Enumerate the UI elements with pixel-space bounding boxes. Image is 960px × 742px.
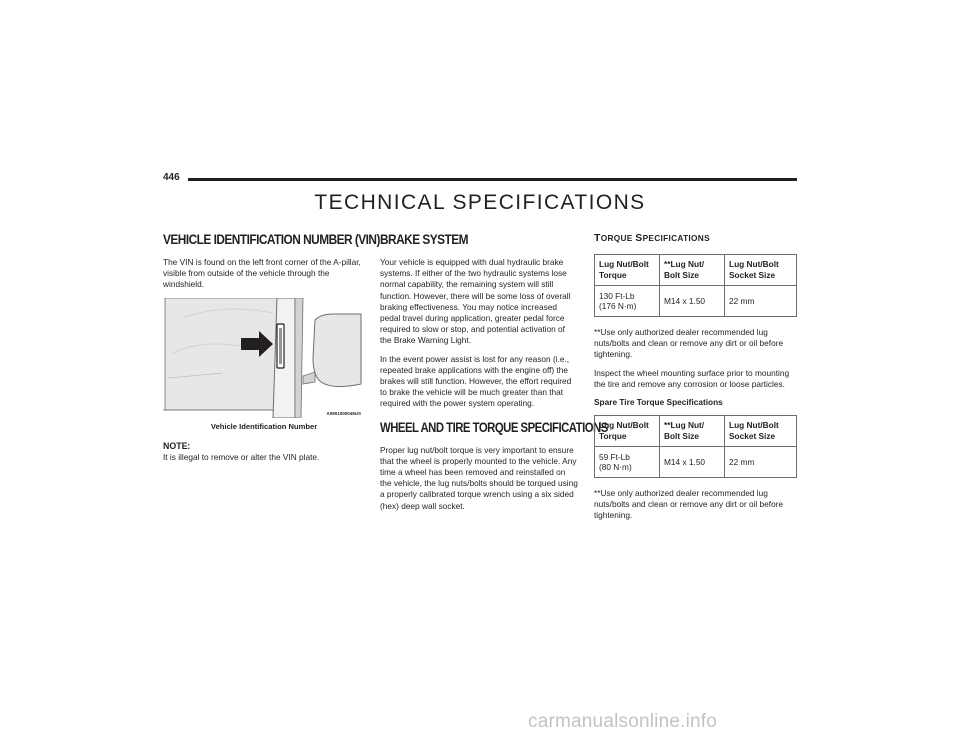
wheel-body: Proper lug nut/bolt torque is very important to ensure that the wheel is properly mounted to the vehicle. Any time a wheel has been removed and reinstalled on the vehicle, the lug nuts/bolts should be torqued using a properly calibrated torque wrench using a six sided (hex) deep wall socket. (380, 444, 578, 511)
watermark: carmanualsonline.info (528, 711, 718, 732)
column-torque (594, 232, 797, 529)
table-cell: M14 x 1.50 (660, 447, 725, 478)
note-label: NOTE: (163, 440, 191, 451)
vin-figure (163, 298, 363, 418)
torque-table (594, 254, 797, 317)
column-brake (380, 232, 608, 519)
inspect-text: Inspect the wheel mounting surface prior to mounting the tire and remove any corrosion or loose particles. (594, 367, 790, 389)
spare-torque-table (594, 415, 797, 478)
torque-heading: TORQUE SPECIFICATIONS (594, 232, 710, 244)
brake-heading: BRAKE SYSTEM (380, 232, 469, 247)
table-header: Lug Nut/Bolt Torque (595, 255, 660, 286)
table-header: **Lug Nut/ Bolt Size (660, 255, 725, 286)
table-header: Lug Nut/Bolt Socket Size (725, 416, 797, 447)
table-cell: M14 x 1.50 (660, 286, 725, 317)
column-vin (163, 232, 380, 470)
brake-para-1: Your vehicle is equipped with dual hydraulic brake systems. If either of the two hydraulic systems lose normal capability, the remaining system will still function. However, there will be some loss of overall braking effectiveness. You may notice increased pedal travel during application, greater pedal force required to slow or stop, and potential activation of the Brake Warning Light. (380, 257, 571, 346)
figure-caption: Vehicle Identification Number (210, 421, 318, 431)
figure-code: A0901000049US (326, 410, 361, 416)
table-cell: 59 Ft-Lb (80 N·m) (595, 447, 660, 478)
torque-footnote: **Use only authorized dealer recommended lug nuts/bolts and clean or remove any dirt or oil before tightening. (594, 327, 784, 360)
table-header: Lug Nut/Bolt Socket Size (725, 255, 797, 286)
table-cell: 22 mm (725, 286, 797, 317)
wheel-heading: WHEEL AND TIRE TORQUE SPECIFICATIONS (380, 419, 608, 435)
page-title: TECHNICAL SPECIFICATIONS (314, 191, 646, 214)
table-header: Lug Nut/Bolt Torque (595, 416, 660, 447)
vin-illustration (163, 298, 363, 418)
brake-para-2: In the event power assist is lost for any reason (i.e., repeated brake applications with the engine off) the brakes will still function. However, the effort required to brake the vehicle will be much greater than that required with the power system operating. (380, 353, 572, 409)
table-cell: 130 Ft-Lb (176 N·m) (595, 286, 660, 317)
vin-heading: VEHICLE IDENTIFICATION NUMBER (VIN) (163, 232, 380, 247)
table-header: **Lug Nut/ Bolt Size (660, 416, 725, 447)
table-cell: 22 mm (725, 447, 797, 478)
header-rule (188, 178, 797, 181)
spare-footnote: **Use only authorized dealer recommended lug nuts/bolts and clean or remove any dirt or oil before tightening. (594, 488, 784, 521)
vin-body: The VIN is found on the left front corner of the A-pillar, visible from outside of the vehicle through the windshield. (163, 257, 361, 290)
page-number: 446 (163, 172, 180, 183)
spare-heading: Spare Tire Torque Specifications (594, 397, 723, 408)
note-text: It is illegal to remove or alter the VIN plate. (163, 451, 320, 462)
